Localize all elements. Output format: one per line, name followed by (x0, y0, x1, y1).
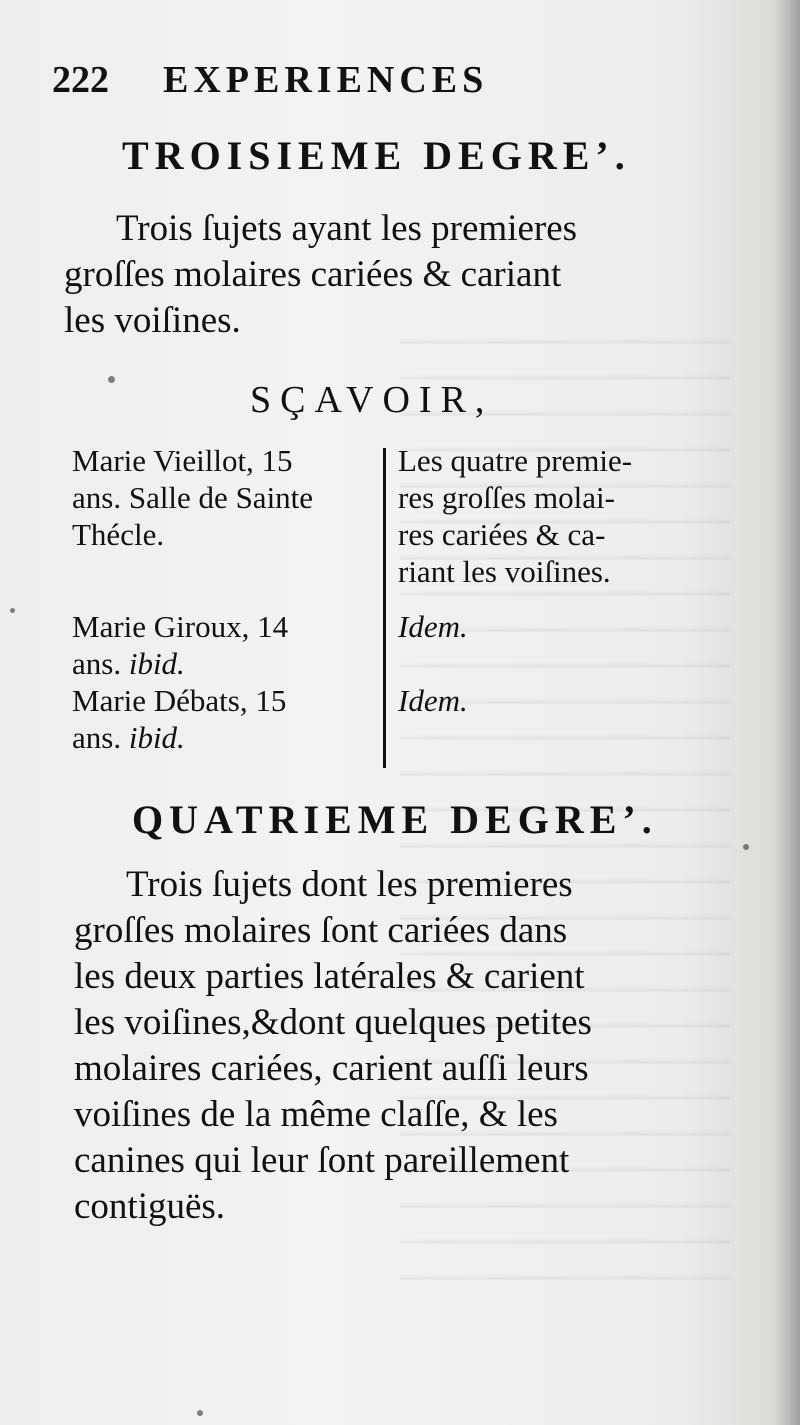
paragraph-line: Trois ſujets ayant les premieres (116, 208, 578, 249)
subject-line: Thécle. (72, 517, 165, 552)
observation-line: Les quatre premie- (398, 443, 633, 478)
paragraph-line: les voiſines,&dont quelques petites (74, 1002, 592, 1043)
subject-line: Marie Giroux, 14 (72, 609, 289, 644)
subject-line: Marie Vieillot, 15 (72, 443, 293, 478)
paragraph-troisieme (64, 206, 700, 344)
subject-observation-3 (398, 682, 718, 719)
paragraph-line: groſſes molaires cariées & cariant (64, 254, 562, 295)
ink-speck (197, 1410, 203, 1416)
paragraph-line: Trois ſujets dont les premieres (126, 864, 573, 905)
running-head (52, 58, 488, 102)
observation-line: Idem. (398, 683, 468, 718)
page-number: 222 (52, 59, 109, 101)
observation-line: Idem. (398, 609, 468, 644)
paragraph-quatrieme (74, 862, 710, 1230)
paragraph-line: groſſes molaires ſont cariées dans (74, 910, 568, 951)
subject-observation-1 (398, 442, 718, 590)
subject-line: ans. ibid. (72, 720, 185, 755)
subject-observation-2 (398, 608, 718, 645)
observation-line: res cariées & ca- (398, 517, 606, 552)
section-title-troisieme: TROISIEME DEGRE’. (122, 133, 631, 178)
savoir-heading: SÇAVOIR, (250, 379, 494, 421)
subject-line: ans. Salle de Sainte (72, 480, 314, 515)
ink-speck (10, 608, 15, 613)
subject-list (72, 440, 722, 770)
paragraph-line: canines qui leur ſont pareillement (74, 1140, 570, 1181)
column-divider (383, 448, 386, 768)
subject-entry-2 (72, 608, 372, 682)
observation-line: res groſſes molai- (398, 480, 615, 515)
paragraph-line: contiguës. (74, 1186, 226, 1227)
section-title-quatrieme: QUATRIEME DEGRE’. (132, 797, 658, 842)
paragraph-line: les deux parties latérales & carient (74, 956, 585, 997)
ink-speck (108, 376, 115, 383)
subject-entry-1 (72, 442, 372, 553)
ink-speck (743, 844, 749, 850)
subject-entry-3 (72, 682, 372, 756)
subject-line: Marie Débats, 15 (72, 683, 287, 718)
subject-line: ans. ibid. (72, 646, 185, 681)
page-edge-shadow (774, 0, 800, 1425)
paragraph-line: les voiſines. (64, 300, 241, 341)
paragraph-line: voiſines de la même claſſe, & les (74, 1094, 558, 1135)
running-title: EXPERIENCES (163, 59, 489, 101)
paragraph-line: molaires cariées, carient auſſi leurs (74, 1048, 589, 1089)
observation-line: riant les voiſines. (398, 554, 611, 589)
